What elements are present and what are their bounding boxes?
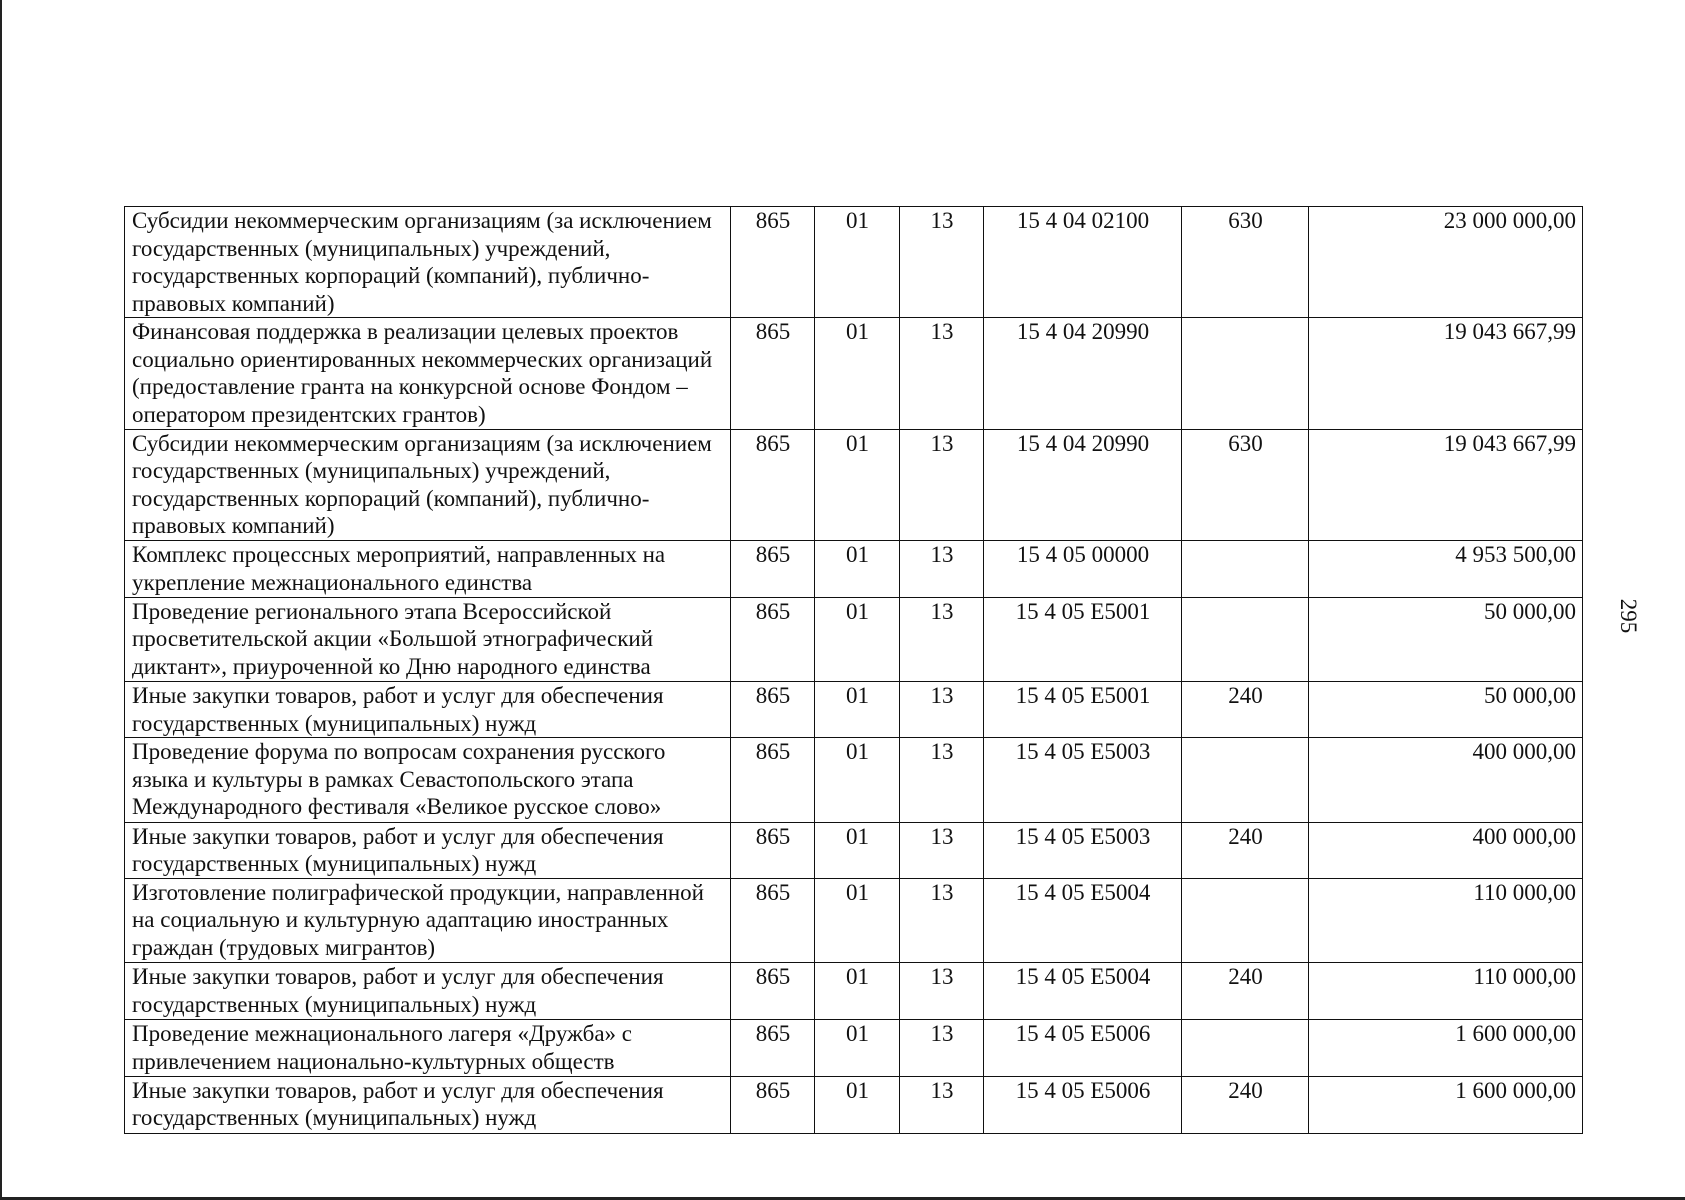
section-code-cell: 01 [815,738,900,822]
item-name-cell: Финансовая поддержка в реализации целевых проектов социально ориентированных некоммерческих организаций (предоставление гранта на конкурсной основе Фондом – оператором президентских грантов) [125,318,731,429]
section-code-cell: 01 [815,822,900,878]
item-name-cell: Иные закупки товаров, работ и услуг для обеспечения государственных (муниципальных) нужд [125,963,731,1020]
ministry-code-cell: 865 [731,878,815,962]
item-name-cell: Комплекс процессных мероприятий, направленных на укрепление межнационального единства [125,541,731,597]
target-article-cell: 15 4 05 E5004 [984,963,1182,1020]
table-row [125,1076,1583,1133]
section-code-cell: 01 [815,878,900,962]
target-article-cell: 15 4 05 00000 [984,541,1182,597]
item-name-cell: Изготовление полиграфической продукции, направленной на социальную и культурную адаптацию иностранных граждан (трудовых мигрантов) [125,878,731,962]
table-row [125,541,1583,597]
target-article-cell: 15 4 05 E5001 [984,597,1182,681]
amount-cell: 23 000 000,00 [1309,207,1583,318]
table-row [125,738,1583,822]
section-code-cell: 01 [815,429,900,540]
item-name-cell: Проведение форума по вопросам сохранения русского языка и культуры в рамках Севастопольского этапа Международного фестиваля «Великое русское слово» [125,738,731,822]
ministry-code-cell: 865 [731,318,815,429]
target-article-cell: 15 4 04 20990 [984,429,1182,540]
item-name-cell: Субсидии некоммерческим организациям (за исключением государственных (муниципальных) учреждений, государственных корпораций (компаний), публично-правовых компаний) [125,207,731,318]
target-article-cell: 15 4 05 E5006 [984,1076,1182,1133]
table-row [125,963,1583,1020]
budget-table [124,206,1583,1134]
amount-cell: 400 000,00 [1309,822,1583,878]
subsection-code-cell: 13 [900,541,984,597]
target-article-cell: 15 4 05 E5006 [984,1020,1182,1076]
subsection-code-cell: 13 [900,822,984,878]
section-code-cell: 01 [815,207,900,318]
item-name-cell: Субсидии некоммерческим организациям (за исключением государственных (муниципальных) учреждений, государственных корпораций (компаний), публично-правовых компаний) [125,429,731,540]
ministry-code-cell: 865 [731,597,815,681]
expense-type-cell: 240 [1182,1076,1309,1133]
amount-cell: 4 953 500,00 [1309,541,1583,597]
table-row [125,429,1583,540]
page-number: 295 [1616,598,1641,634]
amount-cell: 50 000,00 [1309,597,1583,681]
expense-type-cell: 240 [1182,682,1309,738]
ministry-code-cell: 865 [731,738,815,822]
section-code-cell: 01 [815,541,900,597]
section-code-cell: 01 [815,318,900,429]
ministry-code-cell: 865 [731,963,815,1020]
table-row [125,878,1583,962]
ministry-code-cell: 865 [731,1020,815,1076]
item-name-cell: Иные закупки товаров, работ и услуг для обеспечения государственных (муниципальных) нужд [125,1076,731,1133]
table-row [125,597,1583,681]
subsection-code-cell: 13 [900,878,984,962]
budget-table-body [125,207,1583,1134]
subsection-code-cell: 13 [900,597,984,681]
target-article-cell: 15 4 05 E5004 [984,878,1182,962]
item-name-cell: Иные закупки товаров, работ и услуг для обеспечения государственных (муниципальных) нужд [125,822,731,878]
amount-cell: 1 600 000,00 [1309,1020,1583,1076]
amount-cell: 50 000,00 [1309,682,1583,738]
table-row [125,207,1583,318]
section-code-cell: 01 [815,682,900,738]
target-article-cell: 15 4 04 02100 [984,207,1182,318]
item-name-cell: Иные закупки товаров, работ и услуг для обеспечения государственных (муниципальных) нужд [125,682,731,738]
section-code-cell: 01 [815,1020,900,1076]
table-row [125,822,1583,878]
ministry-code-cell: 865 [731,1076,815,1133]
page-left-border [0,0,2,1200]
expense-type-cell: 240 [1182,963,1309,1020]
expense-type-cell [1182,878,1309,962]
target-article-cell: 15 4 05 E5001 [984,682,1182,738]
expense-type-cell [1182,541,1309,597]
target-article-cell: 15 4 04 20990 [984,318,1182,429]
amount-cell: 110 000,00 [1309,878,1583,962]
subsection-code-cell: 13 [900,1020,984,1076]
amount-cell: 110 000,00 [1309,963,1583,1020]
expense-type-cell: 630 [1182,429,1309,540]
item-name-cell: Проведение межнационального лагеря «Дружба» с привлечением национально-культурных обществ [125,1020,731,1076]
expense-type-cell [1182,738,1309,822]
section-code-cell: 01 [815,963,900,1020]
amount-cell: 1 600 000,00 [1309,1076,1583,1133]
subsection-code-cell: 13 [900,207,984,318]
subsection-code-cell: 13 [900,1076,984,1133]
expense-type-cell [1182,597,1309,681]
table-row [125,318,1583,429]
subsection-code-cell: 13 [900,963,984,1020]
section-code-cell: 01 [815,1076,900,1133]
expense-type-cell: 630 [1182,207,1309,318]
expense-type-cell: 240 [1182,822,1309,878]
amount-cell: 400 000,00 [1309,738,1583,822]
ministry-code-cell: 865 [731,682,815,738]
subsection-code-cell: 13 [900,682,984,738]
subsection-code-cell: 13 [900,738,984,822]
ministry-code-cell: 865 [731,822,815,878]
section-code-cell: 01 [815,597,900,681]
expense-type-cell [1182,1020,1309,1076]
item-name-cell: Проведение регионального этапа Всероссийской просветительской акции «Большой этнографический диктант», приуроченной ко Дню народного единства [125,597,731,681]
ministry-code-cell: 865 [731,541,815,597]
target-article-cell: 15 4 05 E5003 [984,738,1182,822]
table-row [125,682,1583,738]
target-article-cell: 15 4 05 E5003 [984,822,1182,878]
ministry-code-cell: 865 [731,429,815,540]
ministry-code-cell: 865 [731,207,815,318]
expense-type-cell [1182,318,1309,429]
subsection-code-cell: 13 [900,318,984,429]
subsection-code-cell: 13 [900,429,984,540]
table-row [125,1020,1583,1076]
amount-cell: 19 043 667,99 [1309,429,1583,540]
amount-cell: 19 043 667,99 [1309,318,1583,429]
